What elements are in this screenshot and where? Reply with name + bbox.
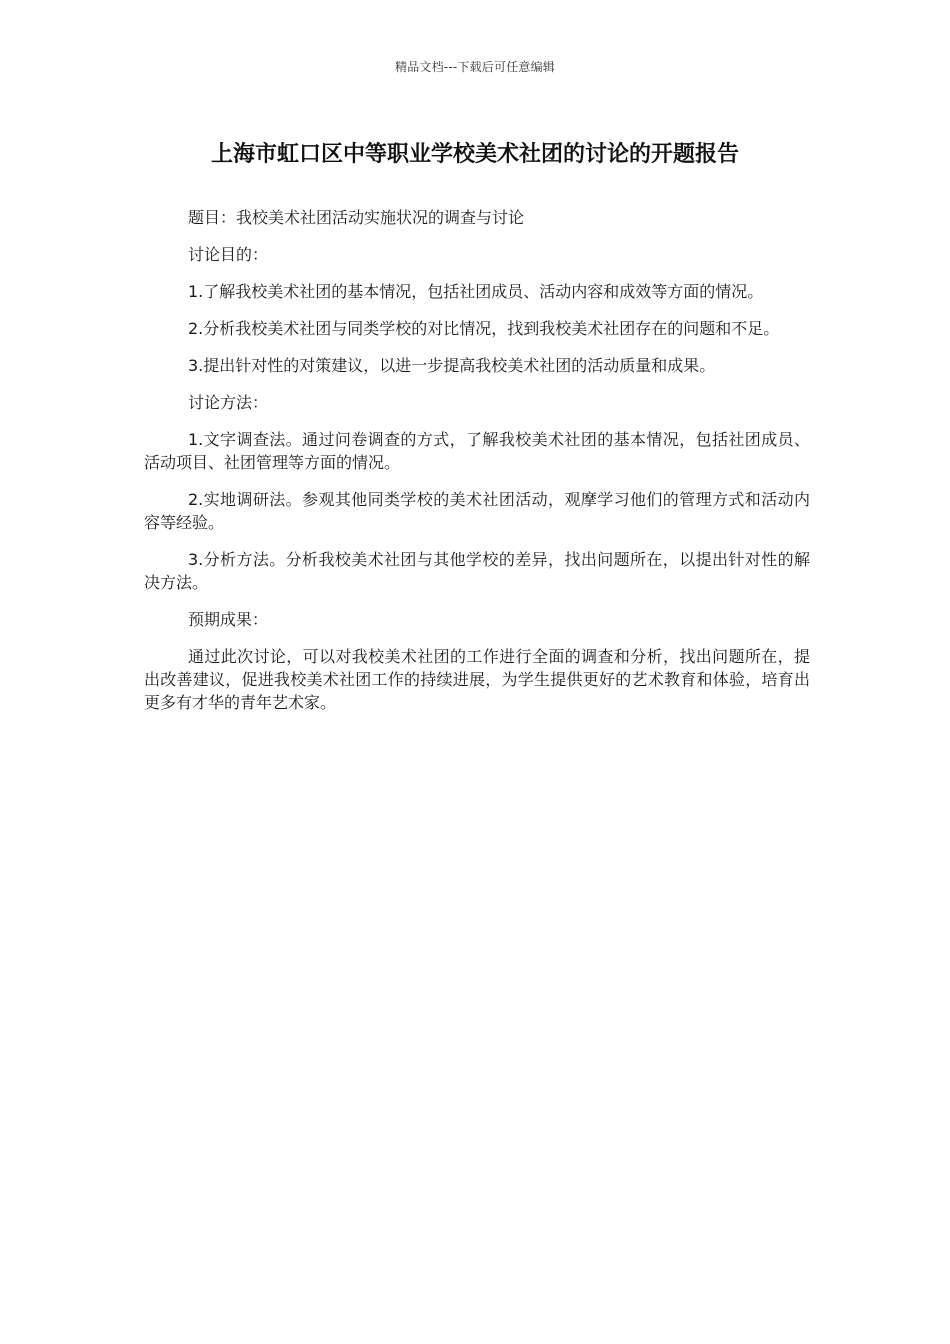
purpose-item-2: 2.分析我校美术社团与同类学校的对比情况，找到我校美术社团存在的问题和不足。 <box>188 319 780 338</box>
outcome-heading: 预期成果： <box>188 610 269 629</box>
purpose-heading: 讨论目的： <box>188 245 269 264</box>
method-heading: 讨论方法： <box>188 393 269 412</box>
purpose-item-3: 3.提出针对性的对策建议，以进一步提高我校美术社团的活动质量和成果。 <box>188 356 716 375</box>
purpose-item-1: 1.了解我校美术社团的基本情况，包括社团成员、活动内容和成效等方面的情况。 <box>188 282 764 301</box>
method-item-2: 2.实地调研法。参观其他同类学校的美术社团活动，观摩学习他们的管理方式和活动内容等经验。 <box>144 490 810 532</box>
document-title: 上海市虹口区中等职业学校美术社团的讨论的开题报告 <box>210 142 739 167</box>
topic-paragraph: 题目：我校美术社团活动实施状况的调查与讨论 <box>188 208 525 227</box>
document-body <box>144 206 810 728</box>
method-item-3: 3.分析方法。分析我校美术社团与其他学校的差异，找出问题所在，以提出针对性的解决方法。 <box>144 550 810 592</box>
method-item-1: 1.文字调查法。通过问卷调查的方式，了解我校美术社团的基本情况，包括社团成员、活动项目、社团管理等方面的情况。 <box>144 430 810 472</box>
outcome-paragraph: 通过此次讨论，可以对我校美术社团的工作进行全面的调查和分析，找出问题所在，提出改善建议，促进我校美术社团工作的持续进展，为学生提供更好的艺术教育和体验，培育出更多有才华的青年艺术家。 <box>144 647 810 712</box>
header-note: 精品文档---下载后可任意编辑 <box>395 60 555 74</box>
